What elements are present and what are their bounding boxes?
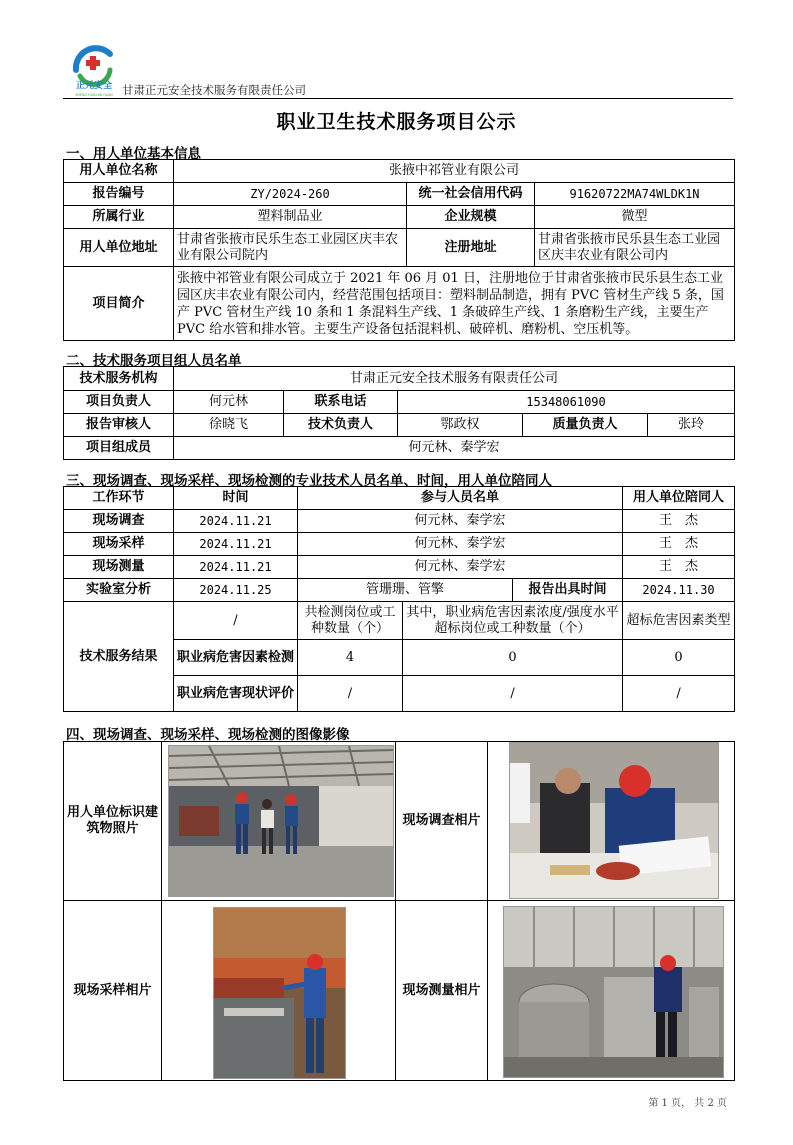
logo-text: 正元安全 [75, 81, 113, 91]
stage-cell: 现场调查 [64, 510, 174, 533]
result-col-type-header: 超标危害因素类型 [623, 602, 735, 640]
company-logo [66, 40, 122, 98]
tech-lead-value: 鄂政权 [398, 414, 523, 437]
credit-code-label: 统一社会信用代码 [407, 183, 535, 206]
measurement-photo [503, 906, 724, 1078]
photo1-label: 用人单位标识建筑物照片 [64, 742, 162, 901]
eval-label: 职业病危害现状评价 [174, 676, 298, 712]
col-header-stage: 工作环节 [64, 487, 174, 510]
document-title: 职业卫生技术服务项目公示 [276, 111, 517, 133]
header-divider [63, 98, 733, 99]
scale-value: 微型 [535, 206, 735, 229]
report-date-label: 报告出具时间 [513, 579, 623, 602]
companion-cell: 王 杰 [623, 556, 735, 579]
org-value: 甘肃正元安全技术服务有限责任公司 [174, 367, 735, 391]
header-company-name: 甘肃正元安全技术服务有限责任公司 [122, 83, 306, 97]
lab-analysis-people: 管珊珊、管擎 [298, 579, 513, 602]
lab-analysis-label: 实验室分析 [64, 579, 174, 602]
col-header-people: 参与人员名单 [298, 487, 623, 510]
project-intro-label: 项目简介 [64, 267, 174, 341]
date-cell: 2024.11.21 [174, 510, 298, 533]
section3-title: 三、现场调查、现场采样、现场检测的专业技术人员名单、时间，用人单位陪同人 [66, 473, 552, 489]
result-col-exceed-header: 其中，职业病危害因素浓度/强度水平超标岗位或工种数量（个） [403, 602, 623, 640]
section4-title: 四、现场调查、现场采样、现场检测的图像影像 [66, 727, 350, 743]
table-row [64, 556, 735, 579]
project-leader-label: 项目负责人 [64, 391, 174, 414]
result-label: 技术服务结果 [64, 602, 174, 712]
date-cell: 2024.11.21 [174, 556, 298, 579]
reviewer-label: 报告审核人 [64, 414, 174, 437]
page-number: 第 1 页， 共 2 页 [648, 1098, 727, 1109]
report-date-value: 2024.11.30 [623, 579, 735, 602]
project-leader-value: 何元林 [174, 391, 284, 414]
industry-value: 塑料制品业 [174, 206, 407, 229]
col-header-companion: 用人单位陪同人 [623, 487, 735, 510]
photo2-label: 现场调查相片 [396, 742, 488, 901]
team-table [63, 366, 735, 460]
fieldwork-table [63, 486, 735, 712]
quality-label: 质量负责人 [523, 414, 648, 437]
detect-type: 0 [623, 640, 735, 676]
scale-label: 企业规模 [407, 206, 535, 229]
reviewer-value: 徐晓飞 [174, 414, 284, 437]
address-label: 用人单位地址 [64, 229, 174, 267]
table-row [64, 533, 735, 556]
photo4-label: 现场测量相片 [396, 901, 488, 1081]
detect-count: 4 [298, 640, 403, 676]
table-row [64, 510, 735, 533]
reg-address-value: 甘肃省张掖市民乐县生态工业园区庆丰农业有限公司内 [535, 229, 735, 267]
eval-exceed: / [403, 676, 623, 712]
logo-subtext: ZHENG YUAN AN QUAN [75, 93, 113, 97]
sampling-photo [213, 907, 346, 1079]
address-value: 甘肃省张掖市民乐生态工业园区庆丰农业有限公司院内 [174, 229, 407, 267]
report-no-value: ZY/2024-260 [174, 183, 407, 206]
people-cell: 何元林、秦学宏 [298, 556, 623, 579]
industry-label: 所属行业 [64, 206, 174, 229]
building-photo [168, 745, 394, 897]
members-value: 何元林、秦学宏 [174, 437, 735, 460]
detect-exceed: 0 [403, 640, 623, 676]
result-col-count-header: 共检测岗位或工种数量（个） [298, 602, 403, 640]
report-no-label: 报告编号 [64, 183, 174, 206]
phone-label: 联系电话 [284, 391, 398, 414]
eval-count: / [298, 676, 403, 712]
companion-cell: 王 杰 [623, 533, 735, 556]
members-label: 项目组成员 [64, 437, 174, 460]
project-intro-value: 张掖中祁管业有限公司成立于 2021 年 06 月 01 日，注册地位于甘肃省张掖市民乐县生态工业园区庆丰农业有限公司内，经营范围包括项目：塑料制品制造，拥有 PVC 管材生产线 5 条，国产 PVC 管材生产线 10 条和 1 条混料生产线、1 条破碎生产线、1 条磨粉生产线，主要生产 PVC 给水管和排水管。主要生产设备包括混料机、破碎机、磨粉机、空压机等。 [174, 267, 735, 341]
result-slash: / [174, 602, 298, 640]
reg-address-label: 注册地址 [407, 229, 535, 267]
credit-code-value: 91620722MA74WLDK1N [535, 183, 735, 206]
people-cell: 何元林、秦学宏 [298, 510, 623, 533]
org-label: 技术服务机构 [64, 367, 174, 391]
detect-label: 职业病危害因素检测 [174, 640, 298, 676]
section2-title: 二、技术服务项目组人员名单 [66, 353, 242, 369]
employer-name-label: 用人单位名称 [64, 160, 174, 183]
lab-analysis-date: 2024.11.25 [174, 579, 298, 602]
phone-value: 15348061090 [398, 391, 735, 414]
date-cell: 2024.11.21 [174, 533, 298, 556]
stage-cell: 现场测量 [64, 556, 174, 579]
section1-title: 一、用人单位基本信息 [66, 146, 201, 162]
tech-lead-label: 技术负责人 [284, 414, 398, 437]
employer-name-value: 张掖中祁管业有限公司 [174, 160, 735, 183]
quality-value: 张玲 [648, 414, 735, 437]
survey-photo [509, 742, 719, 899]
eval-type: / [623, 676, 735, 712]
col-header-date: 时间 [174, 487, 298, 510]
employer-info-table [63, 159, 735, 341]
stage-cell: 现场采样 [64, 533, 174, 556]
companion-cell: 王 杰 [623, 510, 735, 533]
people-cell: 何元林、秦学宏 [298, 533, 623, 556]
photo3-label: 现场采样相片 [64, 901, 162, 1081]
